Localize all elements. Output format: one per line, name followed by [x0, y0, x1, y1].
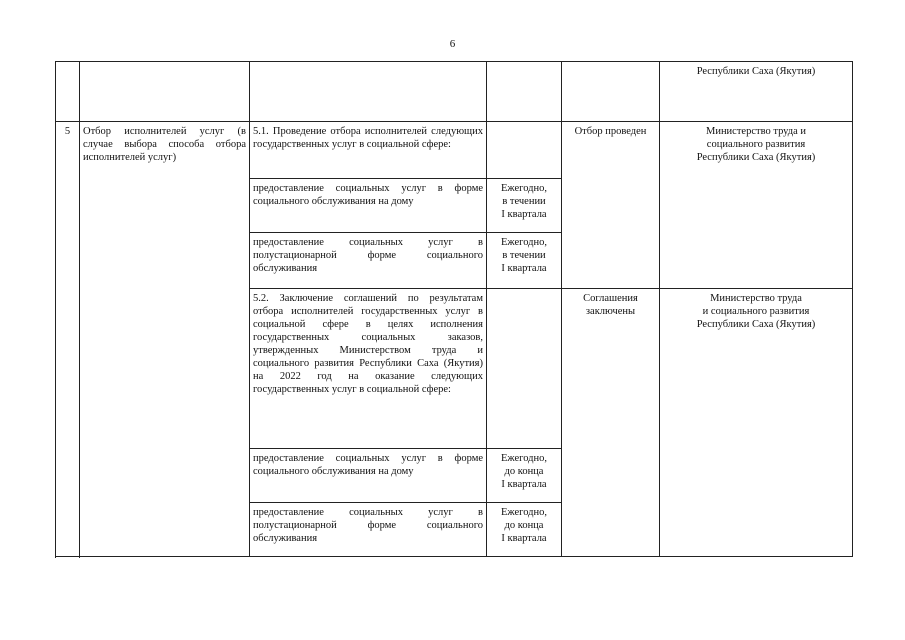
- item-result: Отбор проведен: [562, 122, 660, 289]
- subitem-deadline: Ежегодно, в течении I квартала: [487, 233, 562, 289]
- cell-empty: [250, 62, 487, 122]
- cell-empty: [487, 289, 562, 449]
- item-responsible: Министерство труда и социального развития Республики Саха (Якутия): [660, 289, 853, 557]
- subitem-text: предоставление социальных услуг в полустационарной форме социального обслуживания: [250, 503, 487, 557]
- table-row: [56, 122, 853, 179]
- cell-empty: [487, 122, 562, 179]
- subitem-deadline: Ежегодно, в течении I квартала: [487, 179, 562, 233]
- plan-table: [55, 61, 853, 557]
- cell-empty: [487, 62, 562, 122]
- cell-empty: [80, 62, 250, 122]
- subitem-text: предоставление социальных услуг в форме социального обслуживания на дому: [250, 179, 487, 233]
- item-title: 5.2. Заключение соглашений по результатам отбора исполнителей государственных услуг в социальной сфере в целях исполнения государственных социальных заказов, утвержденных Министерством труда и социального развития Республики Саха (Якутия) на 2022 год на оказание следующих государственных услуг в социальной сфере:: [250, 289, 487, 449]
- item-result: Соглашения заключены: [562, 289, 660, 557]
- subitem-deadline: Ежегодно, до конца I квартала: [487, 503, 562, 557]
- cell-empty: [562, 62, 660, 122]
- page-number: 6: [449, 38, 456, 50]
- item-title: 5.1. Проведение отбора исполнителей следующих государственных услуг в социальной сфере:: [250, 122, 487, 179]
- continuation-responsible: Республики Саха (Якутия): [660, 62, 853, 122]
- subitem-text: предоставление социальных услуг в форме социального обслуживания на дому: [250, 449, 487, 503]
- cell-empty: [56, 62, 80, 122]
- subitem-deadline: Ежегодно, до конца I квартала: [487, 449, 562, 503]
- section-name: Отбор исполнителей услуг (в случае выбора способа отбора исполнителей услуг): [80, 122, 250, 557]
- item-responsible: Министерство труда и социального развития Республики Саха (Якутия): [660, 122, 853, 289]
- subitem-text: предоставление социальных услуг в полустационарной форме социального обслуживания: [250, 233, 487, 289]
- continuation-row: [56, 62, 853, 122]
- section-number: 5: [56, 122, 80, 557]
